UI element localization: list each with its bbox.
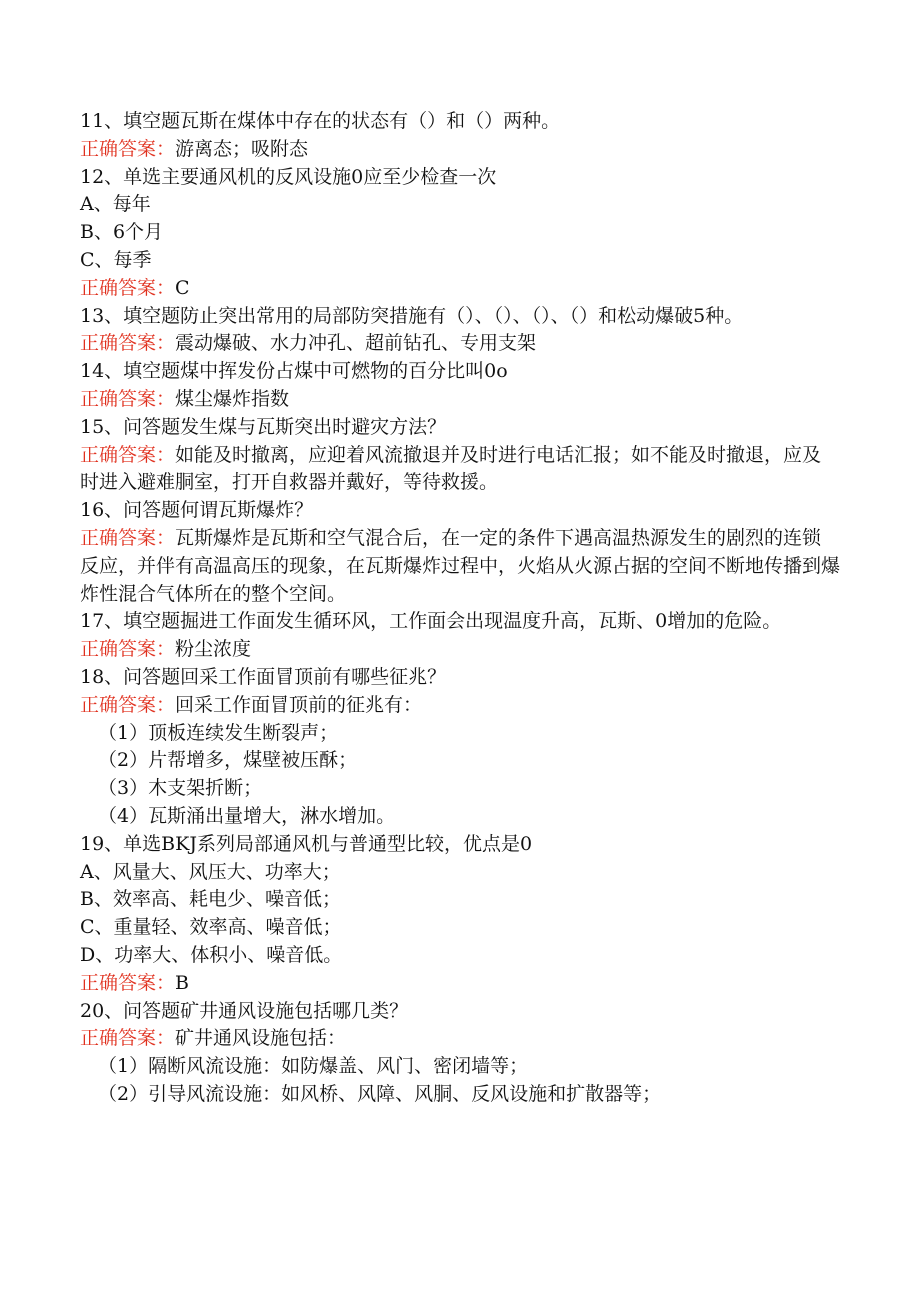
question-stem: 18、问答题回采工作面冒顶前有哪些征兆？ xyxy=(80,665,447,688)
answer-text: 游离态；吸附态 xyxy=(175,137,309,160)
answer-label: 正确答案： xyxy=(80,1027,176,1050)
question-stem: 19、单选BKJ系列局部通风机与普通型比较，优点是0 xyxy=(80,832,533,855)
question-stem: 17、填空题掘进工作面发生循环风，工作面会出现温度升高，瓦斯、0增加的危险。 xyxy=(80,610,782,633)
answer-label: 正确答案： xyxy=(80,137,176,160)
answer-text: B xyxy=(175,971,189,994)
answer-label: 正确答案： xyxy=(80,332,176,355)
answer-text: 震动爆破、水力冲孔、超前钻孔、专用支架 xyxy=(175,332,537,355)
answer-label: 正确答案： xyxy=(80,971,176,994)
question-stem: 12、单选主要通风机的反风设施0应至少检查一次 xyxy=(80,165,497,188)
answer-label: 正确答案： xyxy=(80,526,176,549)
answer-detail: （2）片帮增多，煤壁被压酥； xyxy=(98,749,358,772)
answer-text: 回采工作面冒顶前的征兆有： xyxy=(175,693,423,716)
answer-label: 正确答案： xyxy=(80,443,176,466)
answer-text: C xyxy=(175,276,190,299)
question-stem: 20、问答题矿井通风设施包括哪几类？ xyxy=(80,999,409,1022)
answer-line xyxy=(80,692,840,720)
answer-detail: （4）瓦斯涌出量增大，淋水增加。 xyxy=(98,804,396,827)
answer-line xyxy=(80,136,840,164)
option: A、风量大、风压大、功率大； xyxy=(80,860,341,883)
option: B、6个月 xyxy=(80,221,164,244)
option: A、每年 xyxy=(80,193,151,216)
answer-line xyxy=(80,275,840,303)
option: B、效率高、耗电少、噪音低； xyxy=(80,888,341,911)
answer-line xyxy=(80,330,840,358)
answer-text: 瓦斯爆炸是瓦斯和空气混合后，在一定的条件下遇高温热源发生的剧烈的连锁反应，并伴有高温高压的现象，在瓦斯爆炸过程中，火焰从火源占据的空间不断地传播到爆炸性混合气体所在的整个空间。 xyxy=(80,526,841,605)
answer-label: 正确答案： xyxy=(80,276,176,299)
answer-line xyxy=(80,386,840,414)
answer-line xyxy=(80,1025,840,1053)
answer-label: 正确答案： xyxy=(80,387,176,410)
answer-text: 粉尘浓度 xyxy=(175,638,252,661)
answer-line xyxy=(80,442,840,498)
answer-text: 如能及时撤离，应迎着风流撤退并及时进行电话汇报；如不能及时撤退，应及时进入避难胴室，打开自救器并戴好，等待救援。 xyxy=(80,443,822,494)
question-stem: 15、问答题发生煤与瓦斯突出时避灾方法？ xyxy=(80,415,447,438)
question-stem: 14、填空题煤中挥发份占煤中可燃物的百分比叫0o xyxy=(80,360,508,383)
question-stem: 16、问答题何谓瓦斯爆炸？ xyxy=(80,499,314,522)
answer-text: 矿井通风设施包括： xyxy=(175,1027,347,1050)
answer-detail: （2）引导风流设施：如风桥、风障、风胴、反风设施和扩散器等； xyxy=(98,1082,662,1105)
option: C、每季 xyxy=(80,248,152,271)
question-stem: 11、填空题瓦斯在煤体中存在的状态有（）和（）两种。 xyxy=(80,110,561,132)
answer-label: 正确答案： xyxy=(80,638,176,661)
question-list xyxy=(80,108,840,1109)
option: D、功率大、体积小、噪音低。 xyxy=(80,943,343,966)
answer-line xyxy=(80,970,840,998)
answer-line xyxy=(80,636,840,664)
option: C、重量轻、效率高、噪音低； xyxy=(80,916,342,939)
answer-detail: （3）木支架折断； xyxy=(98,777,263,800)
answer-line xyxy=(80,525,840,608)
answer-detail: （1）隔断风流设施：如防爆盖、风门、密闭墙等； xyxy=(98,1055,529,1078)
question-stem: 13、填空题防止突出常用的局部防突措施有（）、（）、（）、（）和松动爆破5种。 xyxy=(80,304,744,327)
answer-text: 煤尘爆炸指数 xyxy=(175,387,290,410)
answer-detail: （1）顶板连续发生断裂声； xyxy=(98,721,339,744)
answer-label: 正确答案： xyxy=(80,693,176,716)
